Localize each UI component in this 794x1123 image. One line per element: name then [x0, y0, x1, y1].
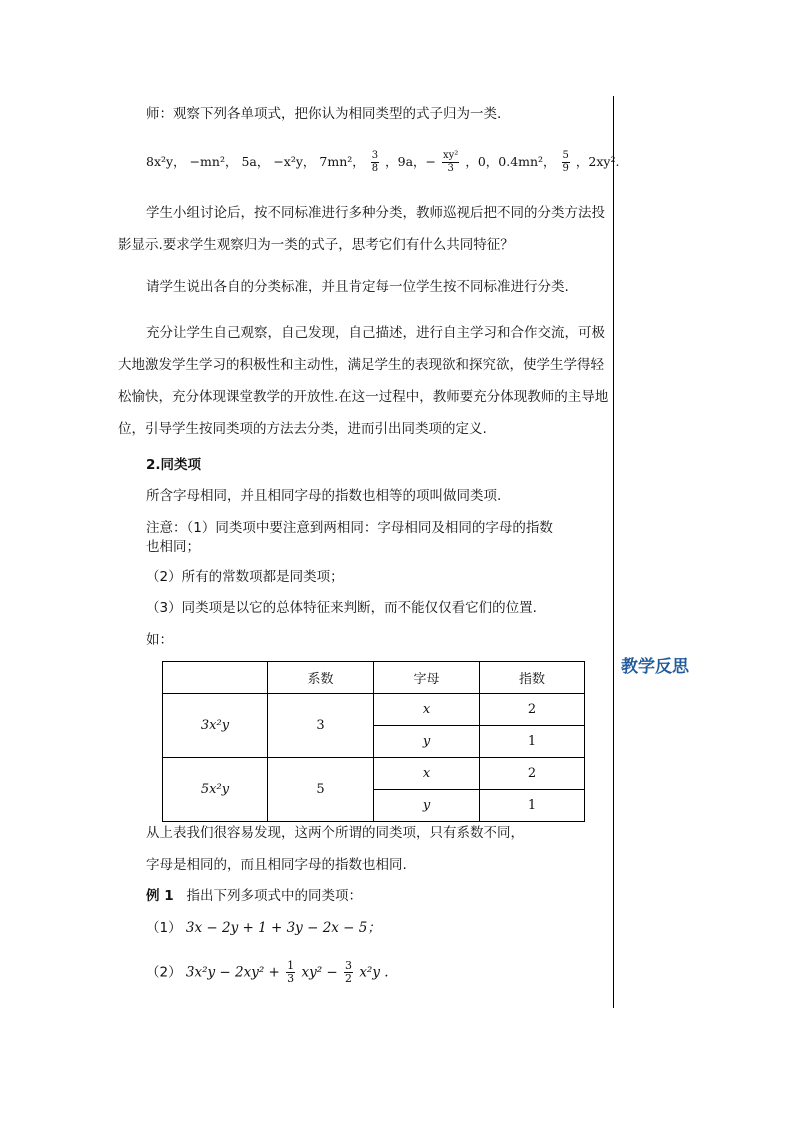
monomial-6: ，9a，−	[385, 154, 437, 169]
letter-cell: y	[374, 790, 480, 822]
table-header-empty	[163, 662, 268, 694]
intro-line: 师：观察下列各单项式，把你认为相同类型的式子归为一类.	[146, 106, 502, 122]
example-text: 指出下列多项式中的同类项：	[186, 888, 362, 904]
paragraph-classification: 请学生说出各自的分类标准，并且肯定每一位学生按不同标准进行分类.	[146, 279, 569, 295]
monomial-8: ，2xy².	[575, 154, 620, 169]
after-table-line-1: 从上表我们很容易发现，这两个所谓的同类项，只有系数不同，	[146, 825, 524, 841]
coefficient-cell: 5	[268, 758, 374, 822]
note-2: （2）所有的常数项都是同类项；	[146, 569, 344, 585]
table-header-row	[163, 662, 585, 694]
table-header-exponents: 指数	[480, 662, 585, 694]
after-table-line-2: 字母是相同的，而且相同字母的指数也相同.	[146, 857, 407, 873]
margin-divider-line	[613, 96, 614, 1008]
exponent-cell: 1	[480, 726, 585, 758]
note-1a: 注意：（1）同类项中要注意到两相同：字母相同及相同的字母的指数	[146, 520, 553, 536]
table-header-coefficient: 系数	[268, 662, 374, 694]
exponent-cell: 1	[480, 790, 585, 822]
monomial-list	[146, 150, 619, 175]
definition-line: 所含字母相同，并且相同字母的指数也相等的项叫做同类项.	[146, 488, 502, 504]
letter-cell: y	[374, 726, 480, 758]
note-1b: 也相同；	[146, 539, 200, 555]
exponent-cell: 2	[480, 694, 585, 726]
part-2-expr-b: xy² −	[301, 964, 343, 981]
paragraph-discussion: 学生小组讨论后，按不同标准进行多种分类，教师巡视后把不同的分类方法投影显示.要求学生观察归为一类的式子，思考它们有什么共同特征？	[118, 205, 605, 253]
term-cell: 5x²y	[163, 758, 268, 822]
monomial-7: ，0，0.4mn²，	[465, 154, 556, 169]
section-title: 2.同类项	[146, 457, 202, 473]
example-part-1	[146, 917, 381, 939]
fraction-xy2-3: $\frac{\text{xy²}}{3}$	[443, 150, 459, 174]
paragraph-observation: 充分让学生自己观察，自己发现，自己描述，进行自主学习和合作交流，可极大地激发学生学习的积极性和主动性，满足学生的表现欲和探究欲，使学生学得轻松愉快，充分体现课堂教学的开放性.在这一过程中，教师要充分体现教师的主导地位，引导学生按同类项的方法去分类，进而引出同类项的定义.	[118, 325, 609, 437]
teaching-reflection-title: 教学反思	[621, 657, 689, 677]
letter-cell: x	[374, 758, 480, 790]
term-cell: 3x²y	[163, 694, 268, 758]
fraction-3-8: $\frac{3}{8}$	[371, 150, 379, 174]
monomial-4: −x²y，	[273, 154, 316, 169]
monomial-5: 7mn²，	[319, 154, 365, 169]
monomial-2: −mn²，	[189, 154, 238, 169]
example-part-2	[146, 960, 389, 985]
coefficient-cell: 3	[268, 694, 374, 758]
part-2-label: （2）	[146, 964, 182, 981]
monomial-3: 5a，	[241, 154, 270, 169]
exponent-cell: 2	[480, 758, 585, 790]
part-2-expr-a: 3x²y − 2xy² +	[185, 964, 285, 981]
example-heading	[146, 885, 362, 907]
table-row	[163, 694, 585, 726]
part-2-expr-c: x²y .	[359, 964, 389, 981]
similar-terms-table	[162, 661, 585, 822]
table-row	[163, 758, 585, 790]
letter-cell: x	[374, 694, 480, 726]
fraction-3-2: $\frac{3}{2}$	[345, 959, 353, 985]
fraction-1-3: $\frac{1}{3}$	[287, 959, 295, 985]
such-as-label: 如：	[146, 632, 173, 648]
example-label: 例 1	[146, 888, 174, 904]
monomial-1: 8x²y，	[146, 154, 186, 169]
part-1-label: （1）	[146, 920, 182, 936]
table-header-letters: 字母	[374, 662, 480, 694]
fraction-5-9: $\frac{5}{9}$	[562, 150, 569, 174]
part-1-expression: 3x − 2y + 1 + 3y − 2x − 5；	[185, 920, 381, 936]
note-3: （3）同类项是以它的总体特征来判断，而不能仅仅看它们的位置.	[146, 600, 537, 616]
